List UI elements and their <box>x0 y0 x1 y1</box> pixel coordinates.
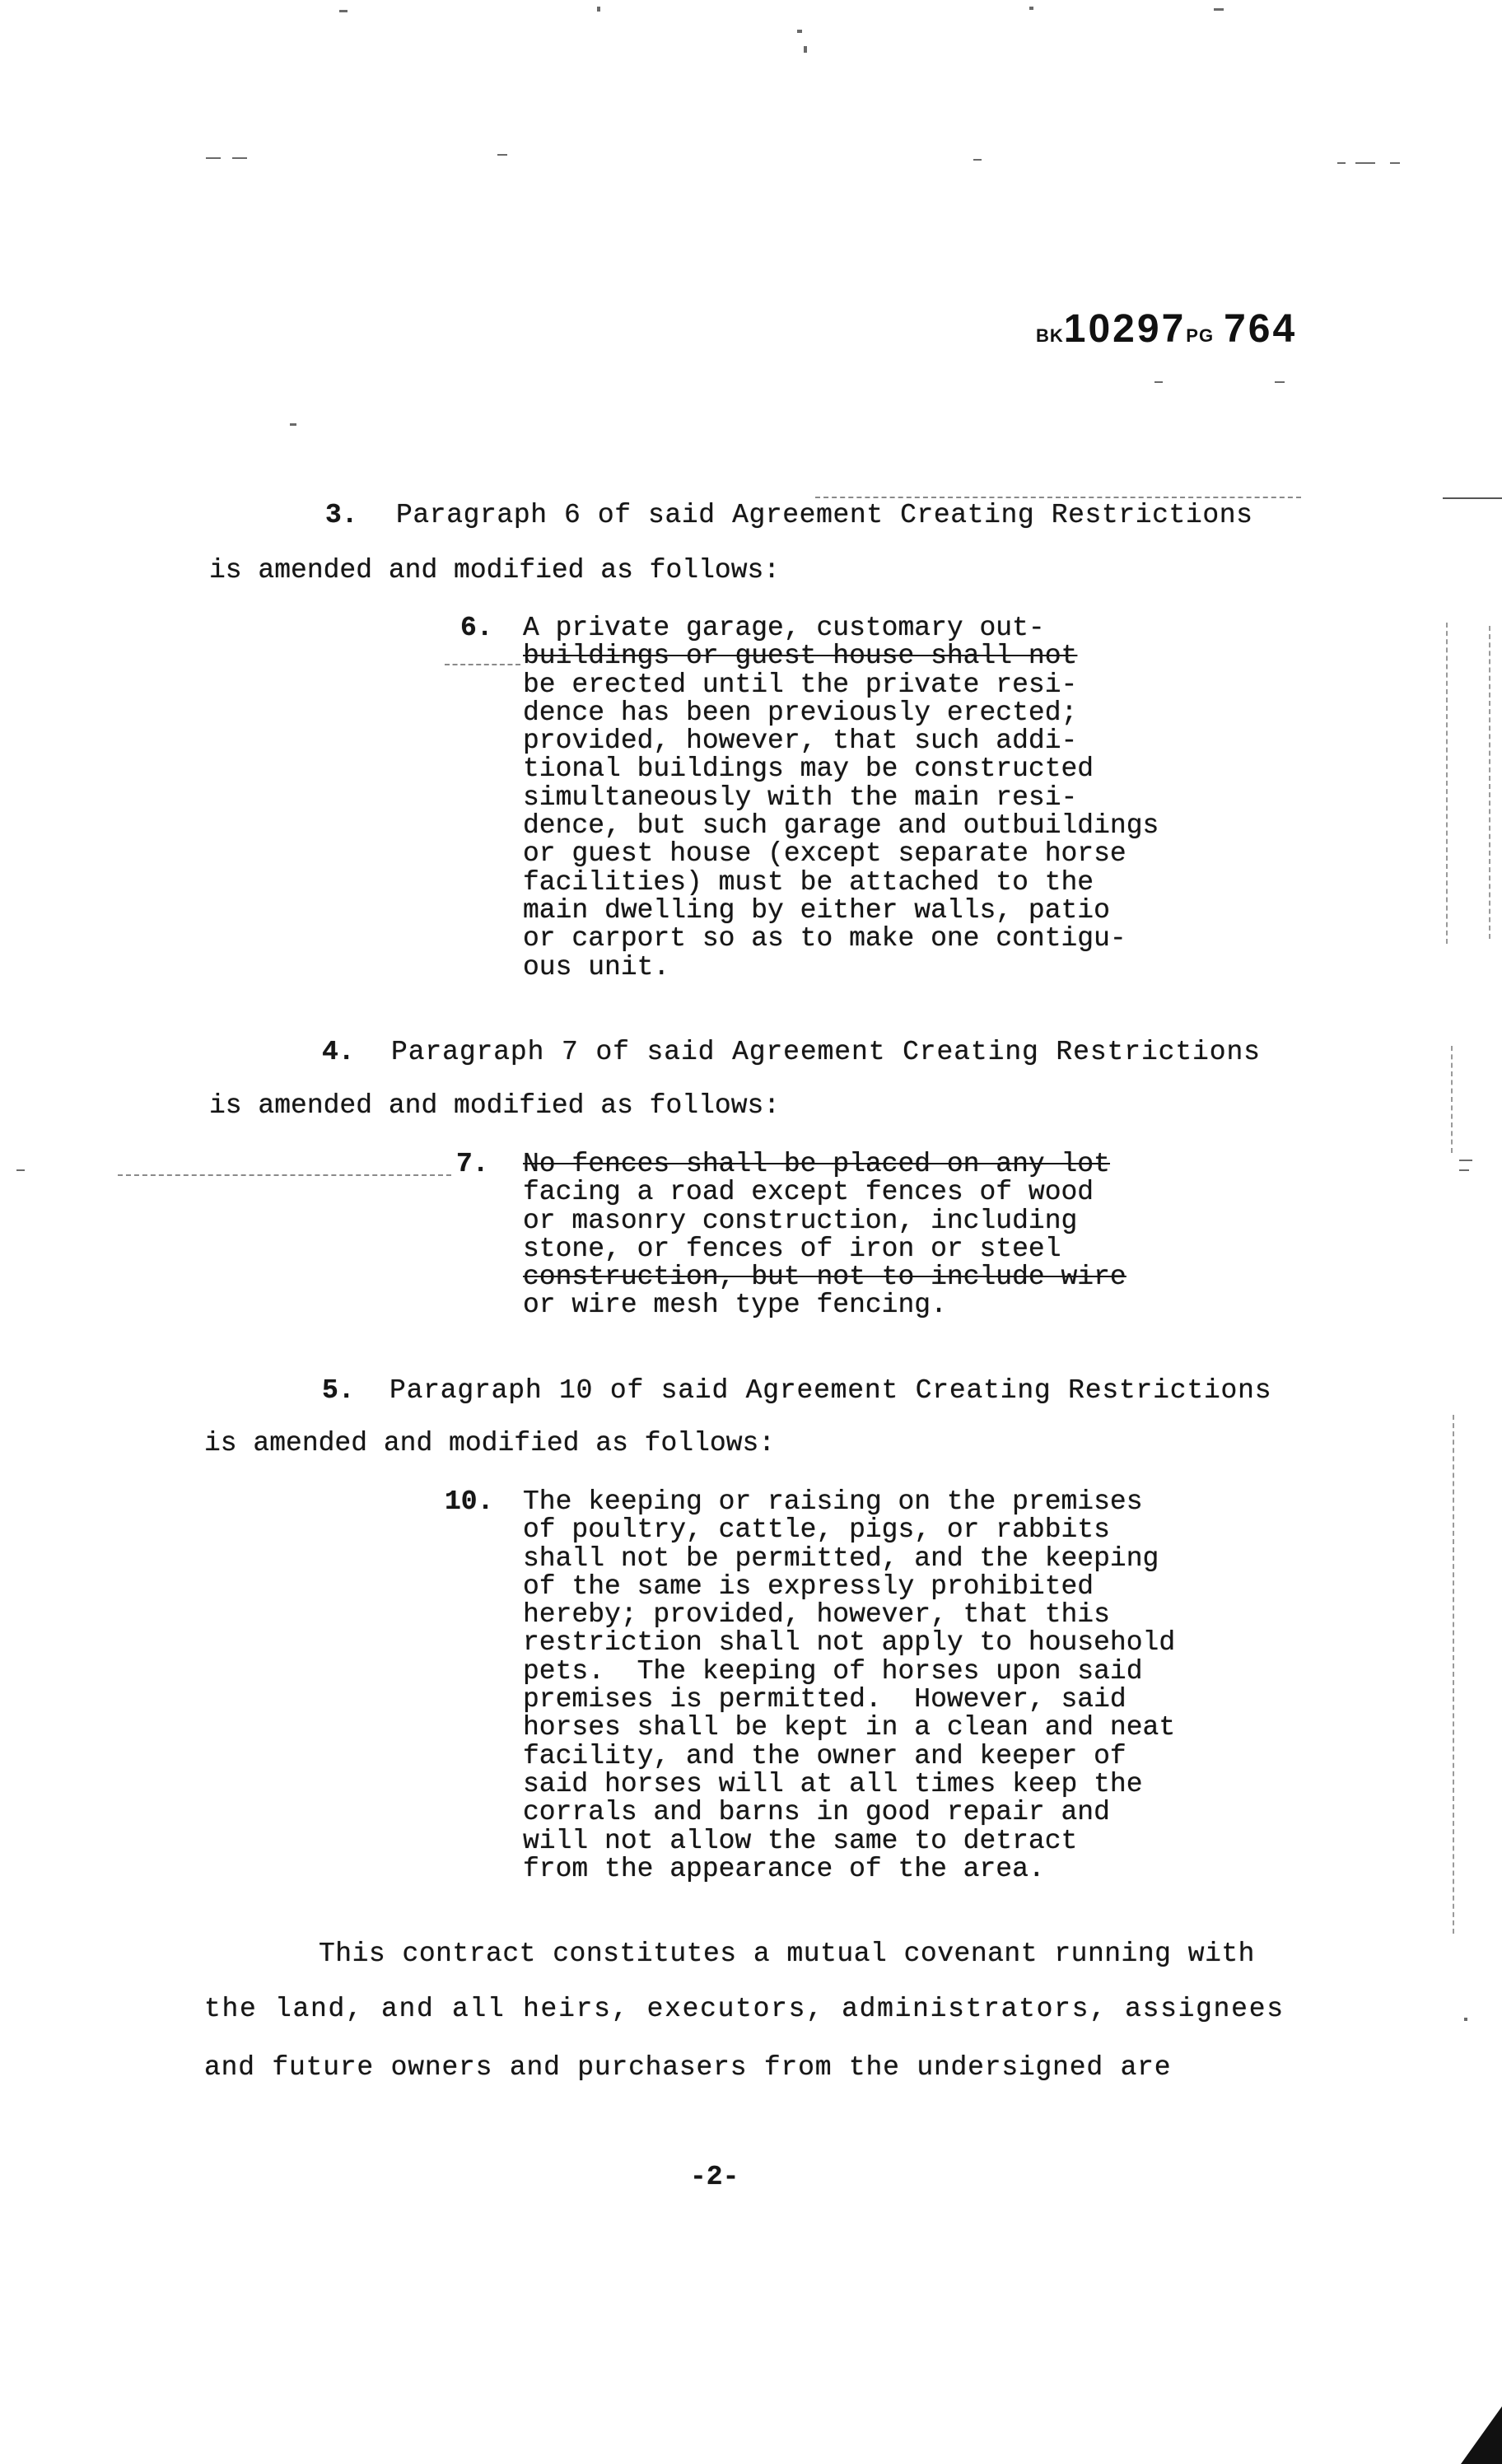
book-prefix: BK <box>1036 325 1064 346</box>
text-line-struck: buildings or guest house shall not <box>523 641 1078 672</box>
scan-dash <box>1390 162 1400 164</box>
scan-dash <box>497 154 507 156</box>
text-line: The keeping or raising on the premises <box>523 1486 1143 1517</box>
item-number: 7. <box>456 1149 489 1179</box>
section-number: 3. <box>325 500 358 530</box>
text-line: main dwelling by either walls, patio <box>523 894 1110 926</box>
item-text <box>523 614 1159 982</box>
page-prefix: PG <box>1186 325 1215 346</box>
text-line: or masonry construction, including <box>523 1205 1078 1236</box>
text-line: hereby; provided, however, that this <box>523 1599 1110 1631</box>
closing-line: This contract constitutes a mutual covenant running with <box>319 1939 1255 1969</box>
scan-vertical-mark <box>1453 1415 1454 1934</box>
scan-dash <box>16 1169 25 1171</box>
scan-dash <box>290 423 296 426</box>
text-line: horses shall be kept in a clean and neat <box>523 1712 1176 1743</box>
page-number: 764 <box>1224 307 1298 351</box>
text-line: provided, however, that such addi- <box>523 726 1078 757</box>
text-line: or guest house (except separate horse <box>523 838 1126 870</box>
scan-vertical-mark <box>1446 623 1448 944</box>
scan-vertical-mark <box>1489 626 1490 939</box>
text-line: be erected until the private resi- <box>523 669 1078 700</box>
scan-dash <box>206 157 221 159</box>
scan-dotted-rule <box>815 497 1301 498</box>
closing-line: and future owners and purchasers from the undersigned are <box>204 2052 1172 2083</box>
scan-speck <box>1029 7 1033 10</box>
text-line: shall not be permitted, and the keeping <box>523 1542 1159 1574</box>
text-line: corrals and barns in good repair and <box>523 1797 1110 1828</box>
text-line: restriction shall not apply to household <box>523 1627 1176 1659</box>
scan-dash <box>1459 1169 1469 1171</box>
text-line: ous unit. <box>523 951 670 982</box>
text-line: tional buildings may be constructed <box>523 754 1094 785</box>
section-heading: Paragraph 6 of said Agreement Creating Restrictions <box>396 500 1253 530</box>
text-line: stone, or fences of iron or steel <box>523 1233 1061 1264</box>
page-number-footer: -2- <box>690 2162 739 2192</box>
scan-dotted-rule <box>118 1174 451 1176</box>
section-number: 5. <box>322 1375 355 1406</box>
scan-corner-shadow <box>1461 2406 1502 2464</box>
text-line: of poultry, cattle, pigs, or rabbits <box>523 1514 1110 1546</box>
text-line: from the appearance of the area. <box>523 1853 1045 1884</box>
item-number: 6. <box>460 613 493 643</box>
scan-dash <box>1459 1160 1472 1161</box>
scan-dash <box>1355 162 1375 164</box>
text-line: simultaneously with the main resi- <box>523 782 1078 813</box>
book-number: 10297 <box>1063 307 1187 351</box>
item-text <box>523 1150 1126 1320</box>
text-line: facility, and the owner and keeper of <box>523 1740 1126 1771</box>
scan-dash <box>1275 381 1285 383</box>
text-line: of the same is expressly prohibited <box>523 1570 1094 1602</box>
section-intro: is amended and modified as follows: <box>204 1428 776 1458</box>
section-heading: Paragraph 7 of said Agreement Creating Restrictions <box>391 1037 1261 1067</box>
scan-dash <box>973 159 982 161</box>
text-line: dence, but such garage and outbuildings <box>523 810 1159 842</box>
scan-dash <box>232 157 247 159</box>
section-intro: is amended and modified as follows: <box>209 555 781 586</box>
text-line: facing a road except fences of wood <box>523 1177 1094 1208</box>
text-line-struck: construction, but not to include wire <box>523 1262 1126 1293</box>
scan-speck <box>339 10 348 12</box>
scan-speck <box>597 7 600 12</box>
scan-vertical-mark <box>1451 1046 1453 1153</box>
scan-dotted-rule <box>445 664 520 665</box>
scan-speck <box>1214 8 1224 11</box>
closing-line: the land, and all heirs, executors, administrators, assignees <box>204 1994 1285 2024</box>
text-line: pets. The keeping of horses upon said <box>523 1655 1143 1687</box>
book-page-stamp <box>1036 306 1297 352</box>
section-number: 4. <box>322 1037 355 1067</box>
section-intro: is amended and modified as follows: <box>209 1090 781 1121</box>
text-line: will not allow the same to detract <box>523 1825 1078 1856</box>
text-line: or wire mesh type fencing. <box>523 1290 947 1321</box>
scan-speck <box>1464 2018 1467 2021</box>
text-line: premises is permitted. However, said <box>523 1684 1126 1715</box>
item-number: 10. <box>445 1486 494 1517</box>
item-text <box>523 1488 1175 1883</box>
text-line: dence has been previously erected; <box>523 697 1078 728</box>
text-line: A private garage, customary out- <box>523 613 1045 643</box>
text-line: facilities) must be attached to the <box>523 866 1094 898</box>
scan-dash <box>1337 162 1346 164</box>
scan-rule <box>1443 497 1502 499</box>
scan-dash <box>1154 381 1163 383</box>
section-heading: Paragraph 10 of said Agreement Creating Restrictions <box>389 1375 1272 1406</box>
scan-speck <box>797 30 802 33</box>
scan-speck <box>804 46 807 53</box>
text-line: or carport so as to make one contigu- <box>523 923 1126 954</box>
text-line-struck: No fences shall be placed on any lot <box>523 1149 1110 1179</box>
text-line: said horses will at all times keep the <box>523 1768 1143 1799</box>
